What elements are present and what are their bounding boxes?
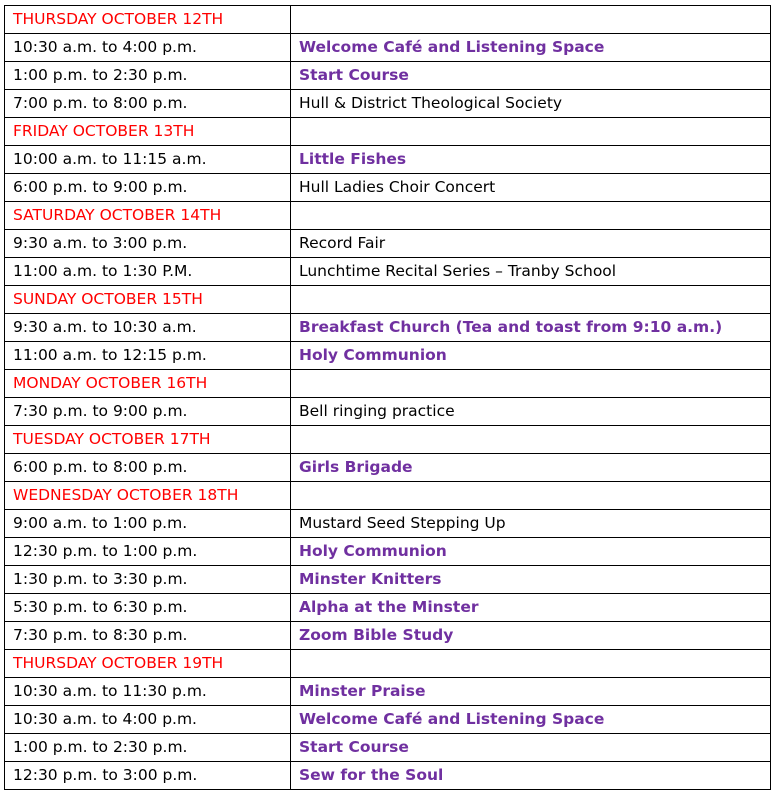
- event-time: 11:00 a.m. to 1:30 P.M.: [5, 258, 291, 286]
- event-row: [5, 146, 771, 174]
- event-time: 9:00 a.m. to 1:00 p.m.: [5, 510, 291, 538]
- event-title: Minster Praise: [291, 678, 771, 706]
- event-title: Start Course: [291, 734, 771, 762]
- event-row: [5, 90, 771, 118]
- event-row: [5, 174, 771, 202]
- event-row: [5, 594, 771, 622]
- event-row: [5, 678, 771, 706]
- event-title: Holy Communion: [291, 342, 771, 370]
- day-header-label: FRIDAY OCTOBER 13TH: [5, 118, 291, 146]
- event-row: [5, 734, 771, 762]
- event-time: 12:30 p.m. to 1:00 p.m.: [5, 538, 291, 566]
- day-header-label: SUNDAY OCTOBER 15TH: [5, 286, 291, 314]
- day-header-row: [5, 650, 771, 678]
- event-title: Hull Ladies Choir Concert: [291, 174, 771, 202]
- event-time: 7:00 p.m. to 8:00 p.m.: [5, 90, 291, 118]
- event-time: 10:30 a.m. to 4:00 p.m.: [5, 34, 291, 62]
- day-header-label: WEDNESDAY OCTOBER 18TH: [5, 482, 291, 510]
- day-header-empty-cell: [291, 286, 771, 314]
- day-header-label: THURSDAY OCTOBER 19TH: [5, 650, 291, 678]
- day-header-empty-cell: [291, 650, 771, 678]
- day-header-row: [5, 6, 771, 34]
- event-title: Zoom Bible Study: [291, 622, 771, 650]
- event-time: 7:30 p.m. to 9:00 p.m.: [5, 398, 291, 426]
- day-header-empty-cell: [291, 370, 771, 398]
- day-header-empty-cell: [291, 202, 771, 230]
- event-row: [5, 706, 771, 734]
- event-time: 10:30 a.m. to 4:00 p.m.: [5, 706, 291, 734]
- event-time: 1:00 p.m. to 2:30 p.m.: [5, 62, 291, 90]
- day-header-empty-cell: [291, 6, 771, 34]
- event-title: Minster Knitters: [291, 566, 771, 594]
- event-title: Welcome Café and Listening Space: [291, 706, 771, 734]
- event-row: [5, 454, 771, 482]
- event-row: [5, 62, 771, 90]
- event-time: 12:30 p.m. to 3:00 p.m.: [5, 762, 291, 790]
- event-row: [5, 398, 771, 426]
- event-row: [5, 762, 771, 790]
- schedule-body: [5, 6, 771, 790]
- day-header-label: THURSDAY OCTOBER 12TH: [5, 6, 291, 34]
- day-header-label: MONDAY OCTOBER 16TH: [5, 370, 291, 398]
- day-header-row: [5, 426, 771, 454]
- day-header-empty-cell: [291, 482, 771, 510]
- day-header-label: SATURDAY OCTOBER 14TH: [5, 202, 291, 230]
- event-time: 10:00 a.m. to 11:15 a.m.: [5, 146, 291, 174]
- event-row: [5, 230, 771, 258]
- event-time: 10:30 a.m. to 11:30 p.m.: [5, 678, 291, 706]
- event-title: Holy Communion: [291, 538, 771, 566]
- event-row: [5, 566, 771, 594]
- event-row: [5, 538, 771, 566]
- event-title: Mustard Seed Stepping Up: [291, 510, 771, 538]
- event-row: [5, 622, 771, 650]
- schedule-table: [4, 5, 771, 790]
- event-title: Hull & District Theological Society: [291, 90, 771, 118]
- day-header-empty-cell: [291, 426, 771, 454]
- day-header-row: [5, 286, 771, 314]
- event-time: 6:00 p.m. to 9:00 p.m.: [5, 174, 291, 202]
- day-header-row: [5, 202, 771, 230]
- event-title: Alpha at the Minster: [291, 594, 771, 622]
- event-row: [5, 510, 771, 538]
- event-time: 1:00 p.m. to 2:30 p.m.: [5, 734, 291, 762]
- event-row: [5, 258, 771, 286]
- event-time: 9:30 a.m. to 3:00 p.m.: [5, 230, 291, 258]
- event-time: 9:30 a.m. to 10:30 a.m.: [5, 314, 291, 342]
- event-title: Start Course: [291, 62, 771, 90]
- day-header-row: [5, 118, 771, 146]
- day-header-empty-cell: [291, 118, 771, 146]
- event-time: 6:00 p.m. to 8:00 p.m.: [5, 454, 291, 482]
- event-row: [5, 342, 771, 370]
- event-title: Girls Brigade: [291, 454, 771, 482]
- event-title: Bell ringing practice: [291, 398, 771, 426]
- event-time: 1:30 p.m. to 3:30 p.m.: [5, 566, 291, 594]
- event-title: Breakfast Church (Tea and toast from 9:10 a.m.): [291, 314, 771, 342]
- event-title: Sew for the Soul: [291, 762, 771, 790]
- event-title: Welcome Café and Listening Space: [291, 34, 771, 62]
- event-time: 5:30 p.m. to 6:30 p.m.: [5, 594, 291, 622]
- event-title: Record Fair: [291, 230, 771, 258]
- event-time: 7:30 p.m. to 8:30 p.m.: [5, 622, 291, 650]
- day-header-row: [5, 482, 771, 510]
- event-row: [5, 314, 771, 342]
- event-row: [5, 34, 771, 62]
- event-title: Lunchtime Recital Series – Tranby School: [291, 258, 771, 286]
- day-header-label: TUESDAY OCTOBER 17TH: [5, 426, 291, 454]
- event-title: Little Fishes: [291, 146, 771, 174]
- event-time: 11:00 a.m. to 12:15 p.m.: [5, 342, 291, 370]
- day-header-row: [5, 370, 771, 398]
